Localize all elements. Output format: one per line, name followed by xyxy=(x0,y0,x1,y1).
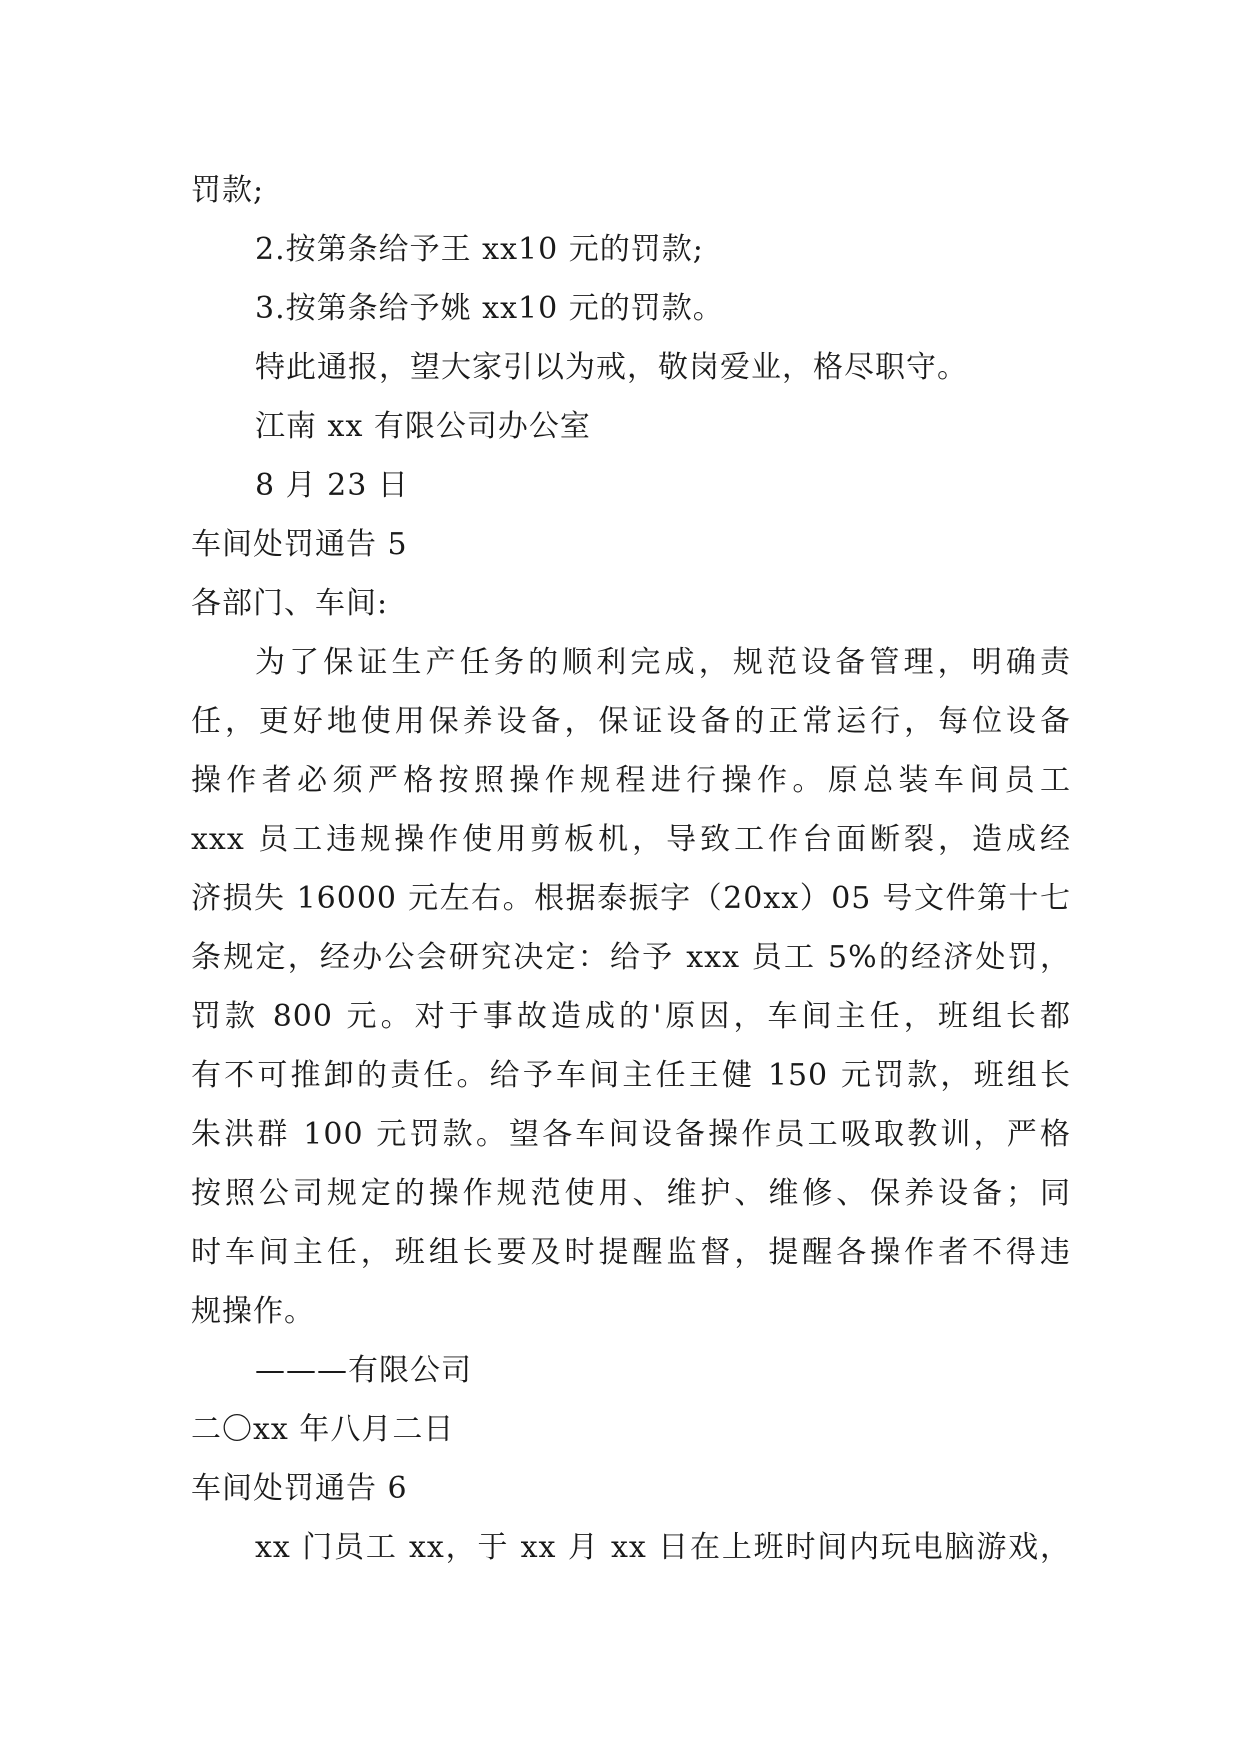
paragraph-line: 为了保证生产任务的顺利完成，规范设备管理，明确责 xyxy=(255,645,1071,680)
document-body xyxy=(191,161,1071,1577)
issuer-name: 江南 xx 有限公司办公室 xyxy=(255,409,591,444)
paragraph-line: 罚款; xyxy=(191,173,265,208)
notice-closing: 特此通报，望大家引以为戒，敬岗爱业，格尽职守。 xyxy=(255,350,968,385)
paragraph-line: 按照公司规定的操作规范使用、维护、维修、保养设备；同 xyxy=(191,1176,1071,1211)
notice-title-6: 车间处罚通告 6 xyxy=(191,1471,408,1506)
paragraph-line: 朱洪群 100 元罚款。望各车间设备操作员工吸取教训，严格 xyxy=(191,1117,1071,1152)
paragraph-line: 条规定，经办公会研究决定：给予 xxx 员工 5%的经济处罚， xyxy=(191,940,1071,975)
paragraph-line: 操作者必须严格按照操作规程进行操作。原总装车间员工 xyxy=(191,763,1071,798)
paragraph-line: 时车间主任，班组长要及时提醒监督，提醒各操作者不得违 xyxy=(191,1235,1071,1270)
paragraph-line: 罚款 800 元。对于事故造成的'原因，车间主任，班组长都 xyxy=(191,999,1071,1034)
notice-title-5: 车间处罚通告 5 xyxy=(191,527,408,562)
penalty-item-3: 3.按第条给予姚 xx10 元的罚款。 xyxy=(255,291,724,326)
paragraph-line: xx 门员工 xx，于 xx 月 xx 日在上班时间内玩电脑游戏， xyxy=(255,1530,1071,1565)
signature-date: 二〇xx 年八月二日 xyxy=(191,1412,455,1447)
issue-date: 8 月 23 日 xyxy=(255,468,409,503)
penalty-item-2: 2.按第条给予王 xx10 元的罚款; xyxy=(255,232,704,267)
paragraph-line: xxx 员工违规操作使用剪板机，导致工作台面断裂，造成经 xyxy=(191,822,1071,857)
paragraph-line: 规操作。 xyxy=(191,1294,315,1329)
paragraph-line: 济损失 16000 元左右。根据泰振字（20xx）05 号文件第十七 xyxy=(191,881,1071,916)
salutation: 各部门、车间: xyxy=(191,586,389,621)
paragraph-line: 有不可推卸的责任。给予车间主任王健 150 元罚款，班组长 xyxy=(191,1058,1071,1093)
company-signature: ———有限公司 xyxy=(255,1353,472,1388)
paragraph-line: 任，更好地使用保养设备，保证设备的正常运行，每位设备 xyxy=(191,704,1071,739)
